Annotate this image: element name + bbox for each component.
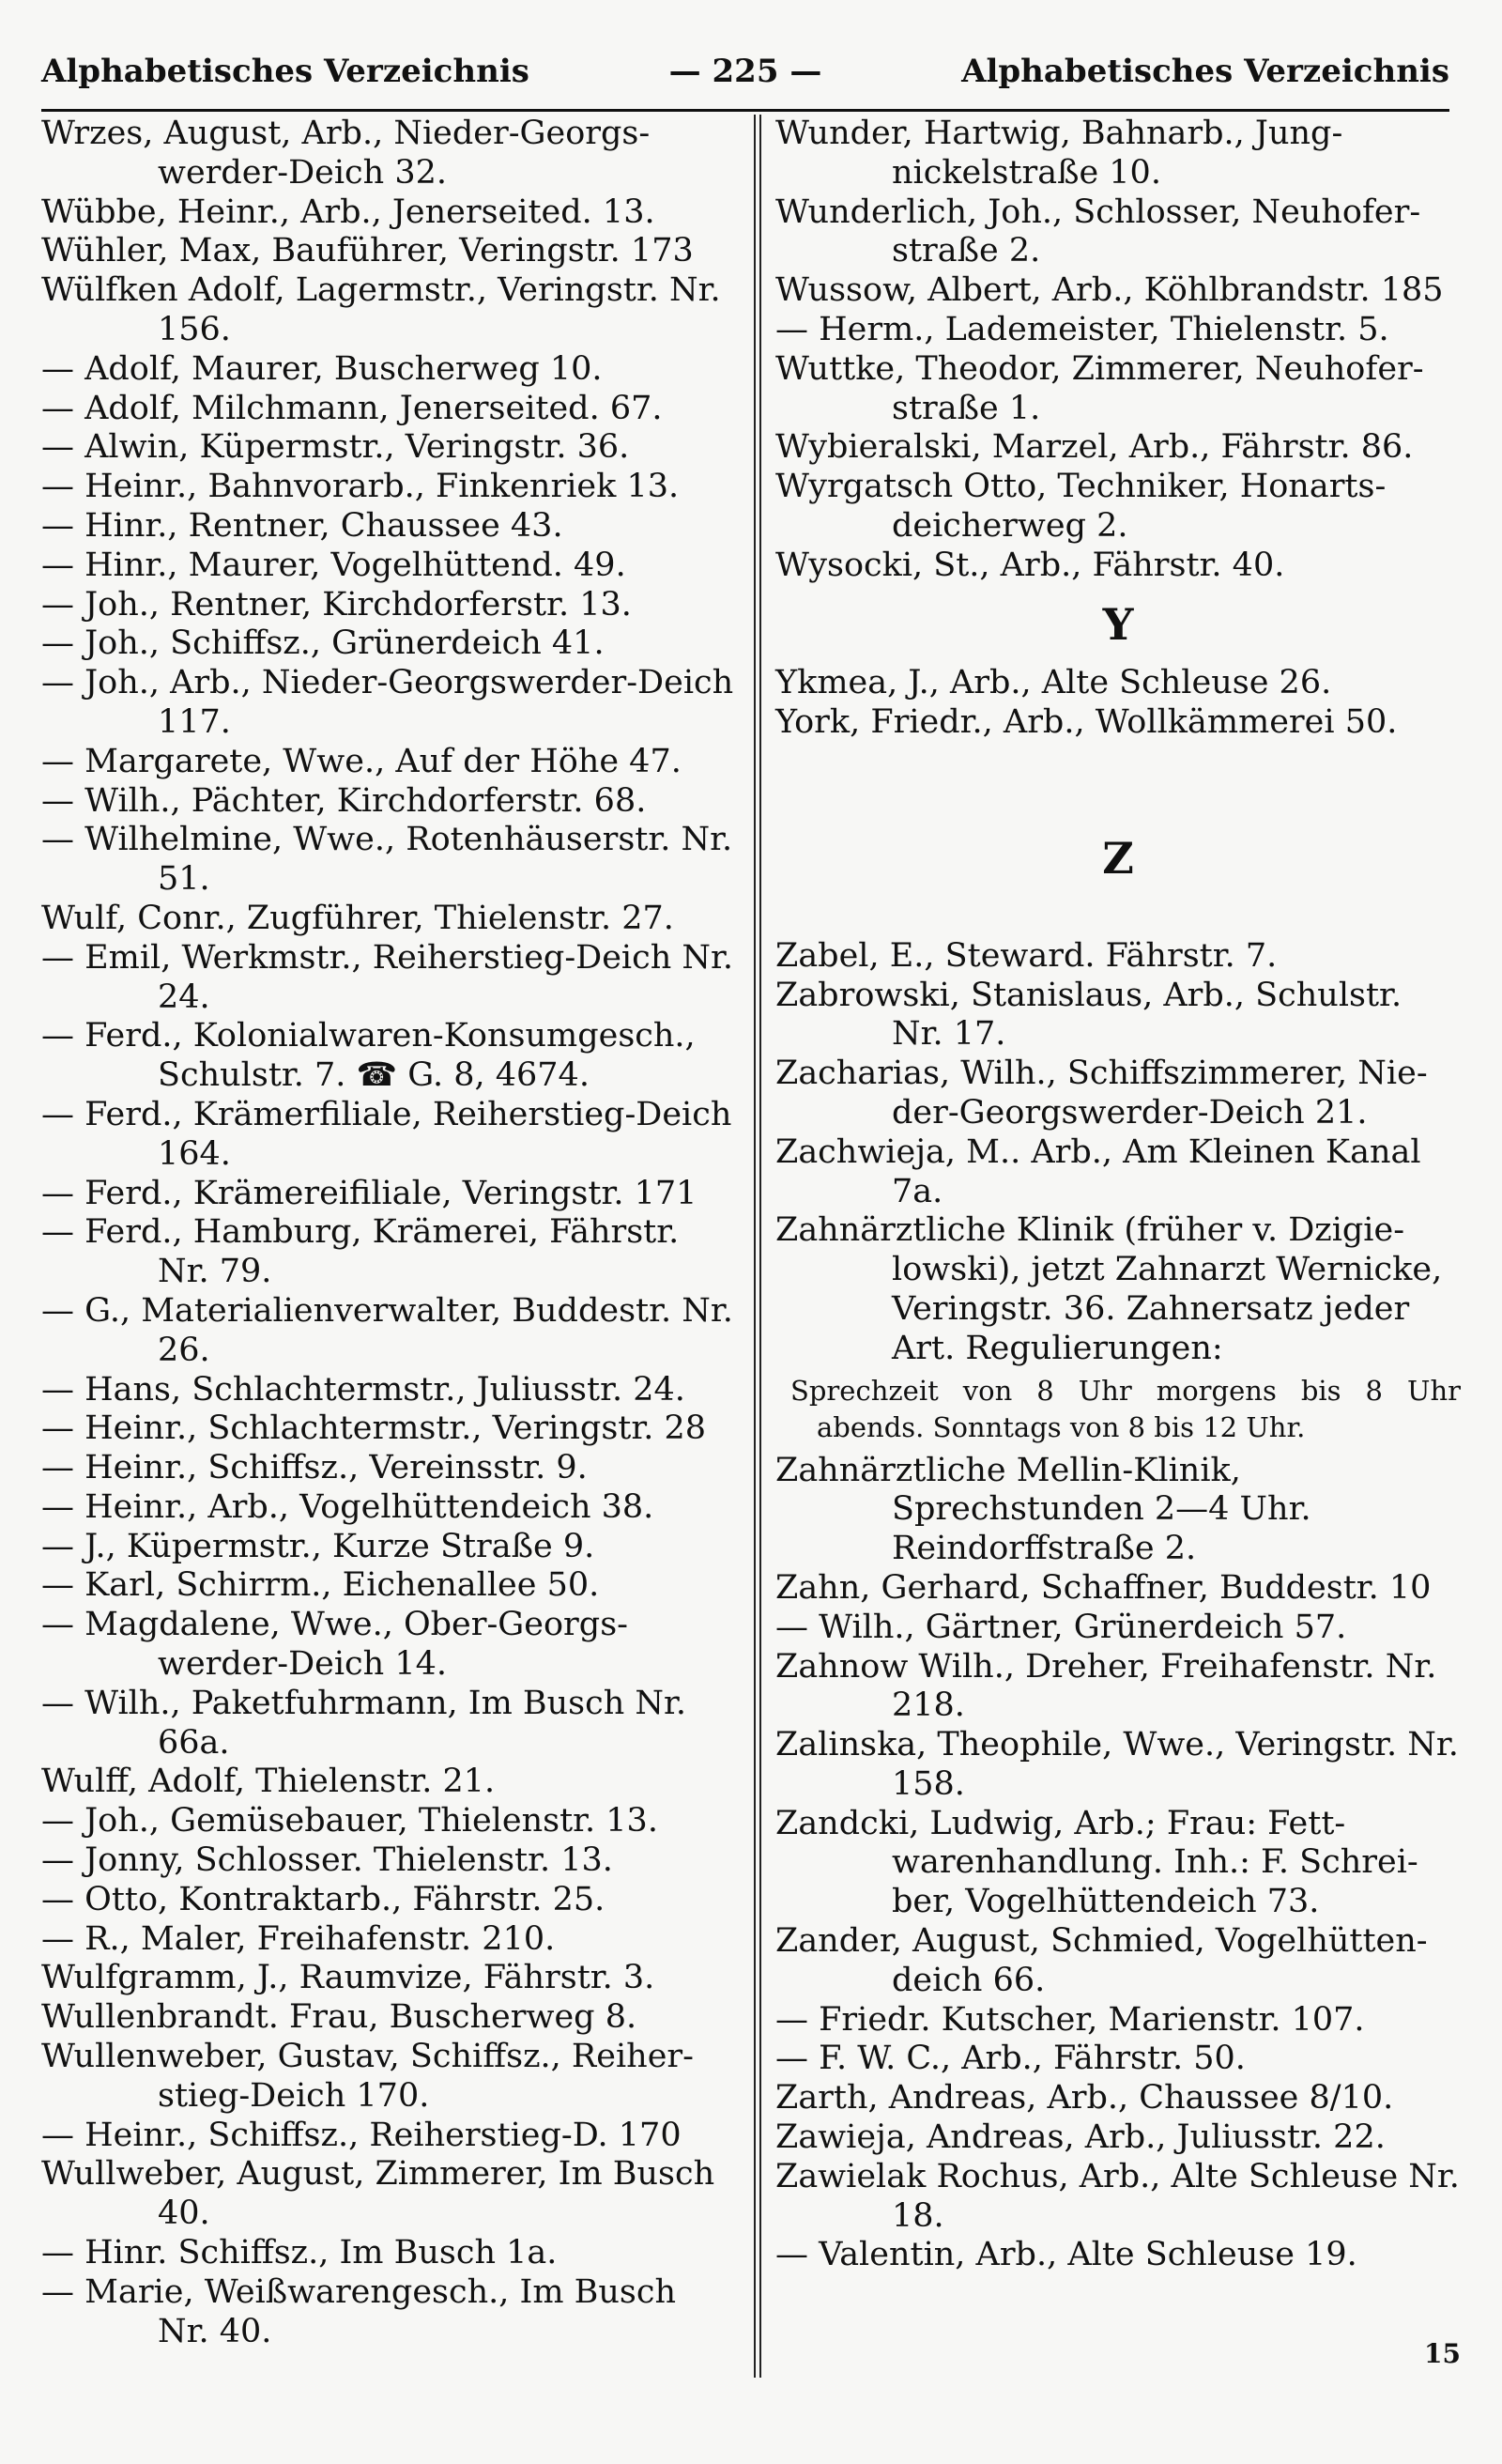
left-column: [41, 115, 736, 2351]
office-hours-note: Sprechzeit von 8 Uhr morgens bis 8 Uhr abends. Sonntags von 8 bis 12 Uhr.: [790, 1374, 1461, 1443]
directory-entry: York, Friedr., Arb., Wollkämmerei 50.: [775, 702, 1398, 741]
directory-entry: — Heinr., Arb., Vogelhüttendeich 38.: [41, 1487, 654, 1526]
directory-entry: Zander, August, Schmied, Vogelhütten-deich 66.: [775, 1922, 1428, 1999]
directory-entry: Zahnärztliche Mellin-Klinik, Sprechstunden 2—4 Uhr. Reindorffstraße 2.: [775, 1451, 1311, 1568]
directory-entry: — Jonny, Schlosser. Thielenstr. 13.: [41, 1841, 613, 1880]
directory-entry: Zabel, E., Steward. Fährstr. 7.: [775, 936, 1278, 975]
directory-entry: Wulfgramm, J., Raumvize, Fährstr. 3.: [41, 1959, 655, 1997]
directory-entry: — Ferd., Krämereifiliale, Veringstr. 171: [41, 1174, 697, 1212]
directory-entry: Zachwieja, M.. Arb., Am Kleinen Kanal 7a.: [775, 1132, 1421, 1210]
y-entries: [775, 664, 1461, 743]
directory-entry: — Heinr., Schlachtermstr., Veringstr. 28: [41, 1409, 707, 1448]
directory-entry: Wunder, Hartwig, Bahnarb., Jung-nickelstraße 10.: [775, 115, 1343, 192]
directory-entry: Wullenweber, Gustav, Schiffsz., Reiher-stieg-Deich 170.: [41, 2038, 694, 2115]
directory-entry: Wübbe, Heinr., Arb., Jenerseited. 13.: [41, 192, 655, 231]
w-entries: [775, 115, 1461, 586]
directory-entry: — F. W. C., Arb., Fährstr. 50.: [775, 2040, 1246, 2078]
directory-entry: — Heinr., Schiffsz., Reiherstieg-D. 170: [41, 2116, 682, 2154]
directory-entry: Wybieralski, Marzel, Arb., Fährstr. 86.: [775, 428, 1414, 467]
directory-entry: Wulf, Conr., Zugführer, Thielenstr. 27.: [41, 899, 674, 937]
page-header: [41, 53, 1449, 112]
page-number-header: — 225 —: [668, 53, 822, 90]
directory-entry: — Herm., Lademeister, Thielenstr. 5.: [775, 310, 1389, 348]
directory-entry: — Karl, Schirrm., Eichenallee 50.: [41, 1566, 600, 1605]
column-divider: [754, 115, 761, 2378]
directory-entry: Wuttke, Theodor, Zimmerer, Neuhofer-straße 1.: [775, 349, 1424, 427]
directory-entry: Zawielak Rochus, Arb., Alte Schleuse Nr. 18.: [775, 2157, 1460, 2235]
directory-entry: Zalinska, Theophile, Wwe., Veringstr. Nr. 158.: [775, 1726, 1459, 1803]
directory-entry: Zacharias, Wilh., Schiffszimmerer, Nie-der-Georgswerder-Deich 21.: [775, 1055, 1428, 1132]
directory-entry: — Hinr., Maurer, Vogelhüttend. 49.: [41, 546, 626, 584]
z-entries-a: [775, 937, 1461, 1369]
directory-entry: — Heinr., Schiffsz., Vereinsstr. 9.: [41, 1449, 588, 1487]
directory-entry: Wyrgatsch Otto, Techniker, Honarts-deicherweg 2.: [775, 468, 1387, 545]
directory-entry: — Wilh., Gärtner, Grünerdeich 57.: [775, 1608, 1347, 1646]
directory-entry: — Hinr. Schiffsz., Im Busch 1a.: [41, 2234, 558, 2272]
directory-entry: — Ferd., Krämerfiliale, Reiherstieg-Deich 164.: [41, 1095, 732, 1173]
directory-entry: Wunderlich, Joh., Schlosser, Neuhofer-straße 2.: [775, 192, 1421, 270]
directory-entry: — Wilhelmine, Wwe., Rotenhäuserstr. Nr. 51.: [41, 821, 733, 899]
directory-entry: Wulff, Adolf, Thielenstr. 21.: [41, 1763, 496, 1801]
section-letter-z: Z: [1102, 832, 1134, 884]
directory-entry: — Ferd., Kolonialwaren-Konsumgesch., Schulstr. 7. ☎ G. 8, 4674.: [41, 1017, 696, 1095]
directory-entry: — Marie, Weißwarengesch., Im Busch Nr. 40.: [41, 2272, 677, 2350]
directory-entry: — Hinr., Rentner, Chaussee 43.: [41, 506, 563, 545]
right-column: [775, 115, 1461, 2275]
directory-entry: — Joh., Gemüsebauer, Thielenstr. 13.: [41, 1802, 658, 1840]
directory-entry: — Adolf, Milchmann, Jenerseited. 67.: [41, 389, 663, 427]
directory-entry: Wullweber, August, Zimmerer, Im Busch 40.: [41, 2155, 715, 2233]
section-letter-y: Y: [1102, 598, 1134, 650]
directory-entry: — Joh., Rentner, Kirchdorferstr. 13.: [41, 585, 632, 624]
directory-entry: Zandcki, Ludwig, Arb.; Frau: Fett-warenhandlung. Inh.: F. Schrei-ber, Vogelhüttendeich 73.: [775, 1804, 1418, 1921]
directory-entry: Zabrowski, Stanislaus, Arb., Schulstr. Nr. 17.: [775, 976, 1402, 1054]
directory-entry: — Joh., Schiffsz., Grünerdeich 41.: [41, 624, 605, 663]
directory-entry: — Alwin, Küpermstr., Veringstr. 36.: [41, 428, 630, 467]
directory-entry: — Valentin, Arb., Alte Schleuse 19.: [775, 2236, 1357, 2274]
directory-entry: Wühler, Max, Bauführer, Veringstr. 173: [41, 232, 694, 270]
directory-entry: Wullenbrandt. Frau, Buscherweg 8.: [41, 1998, 637, 2037]
directory-entry: Zahnow Wilh., Dreher, Freihafenstr. Nr. 218.: [775, 1647, 1437, 1725]
directory-entry: Ykmea, J., Arb., Alte Schleuse 26.: [775, 664, 1332, 702]
directory-entry: — Adolf, Maurer, Buscherweg 10.: [41, 349, 603, 388]
z-entries-b: [775, 1452, 1461, 2276]
directory-entry: Wrzes, August, Arb., Nieder-Georgs-werder-Deich 32.: [41, 115, 651, 192]
directory-entry: — Otto, Kontraktarb., Fährstr. 25.: [41, 1880, 605, 1918]
directory-entry: — Hans, Schlachtermstr., Juliusstr. 24.: [41, 1370, 685, 1409]
directory-entry: — Wilh., Pächter, Kirchdorferstr. 68.: [41, 781, 647, 820]
directory-entry: Wussow, Albert, Arb., Köhlbrandstr. 185: [775, 271, 1444, 310]
directory-entry: — Emil, Werkmstr., Reiherstieg-Deich Nr. 24.: [41, 938, 734, 1016]
directory-entry: — Friedr. Kutscher, Marienstr. 107.: [775, 2000, 1365, 2039]
directory-entry: Zawieja, Andreas, Arb., Juliusstr. 22.: [775, 2118, 1386, 2157]
directory-entry: — Heinr., Bahnvorarb., Finkenriek 13.: [41, 468, 680, 506]
directory-entry: — Ferd., Hamburg, Krämerei, Fährstr. Nr. 79.: [41, 1213, 680, 1291]
directory-entry: — G., Materialienverwalter, Buddestr. Nr. 26.: [41, 1291, 733, 1369]
directory-entry: — J., Küpermstr., Kurze Straße 9.: [41, 1527, 595, 1565]
directory-entry: Wülfken Adolf, Lagermstr., Veringstr. Nr. 156.: [41, 271, 721, 348]
directory-entry: Zahnärztliche Klinik (früher v. Dzigie-lowski), jetzt Zahnarzt Wernicke, Veringstr. 36. Zahnersatz jeder Art. Regulierungen:: [775, 1211, 1443, 1367]
directory-entry: Zarth, Andreas, Arb., Chaussee 8/10.: [775, 2079, 1394, 2118]
directory-entry: — R., Maler, Freihafenstr. 210.: [41, 1919, 556, 1958]
directory-entry: — Joh., Arb., Nieder-Georgswerder-Deich 117.: [41, 664, 734, 741]
page-number: 15: [1424, 2338, 1461, 2369]
directory-entry: Zahn, Gerhard, Schaffner, Buddestr. 10: [775, 1568, 1432, 1607]
directory-entry: — Magdalene, Wwe., Ober-Georgs-werder-Deich 14.: [41, 1606, 628, 1684]
running-head-right: Alphabetisches Verzeichnis: [961, 53, 1449, 90]
directory-entry: — Wilh., Paketfuhrmann, Im Busch Nr. 66a.: [41, 1684, 687, 1762]
running-head-left: Alphabetisches Verzeichnis: [41, 53, 529, 90]
directory-entry: Wysocki, St., Arb., Fährstr. 40.: [775, 546, 1285, 584]
directory-entry: — Margarete, Wwe., Auf der Höhe 47.: [41, 742, 682, 780]
